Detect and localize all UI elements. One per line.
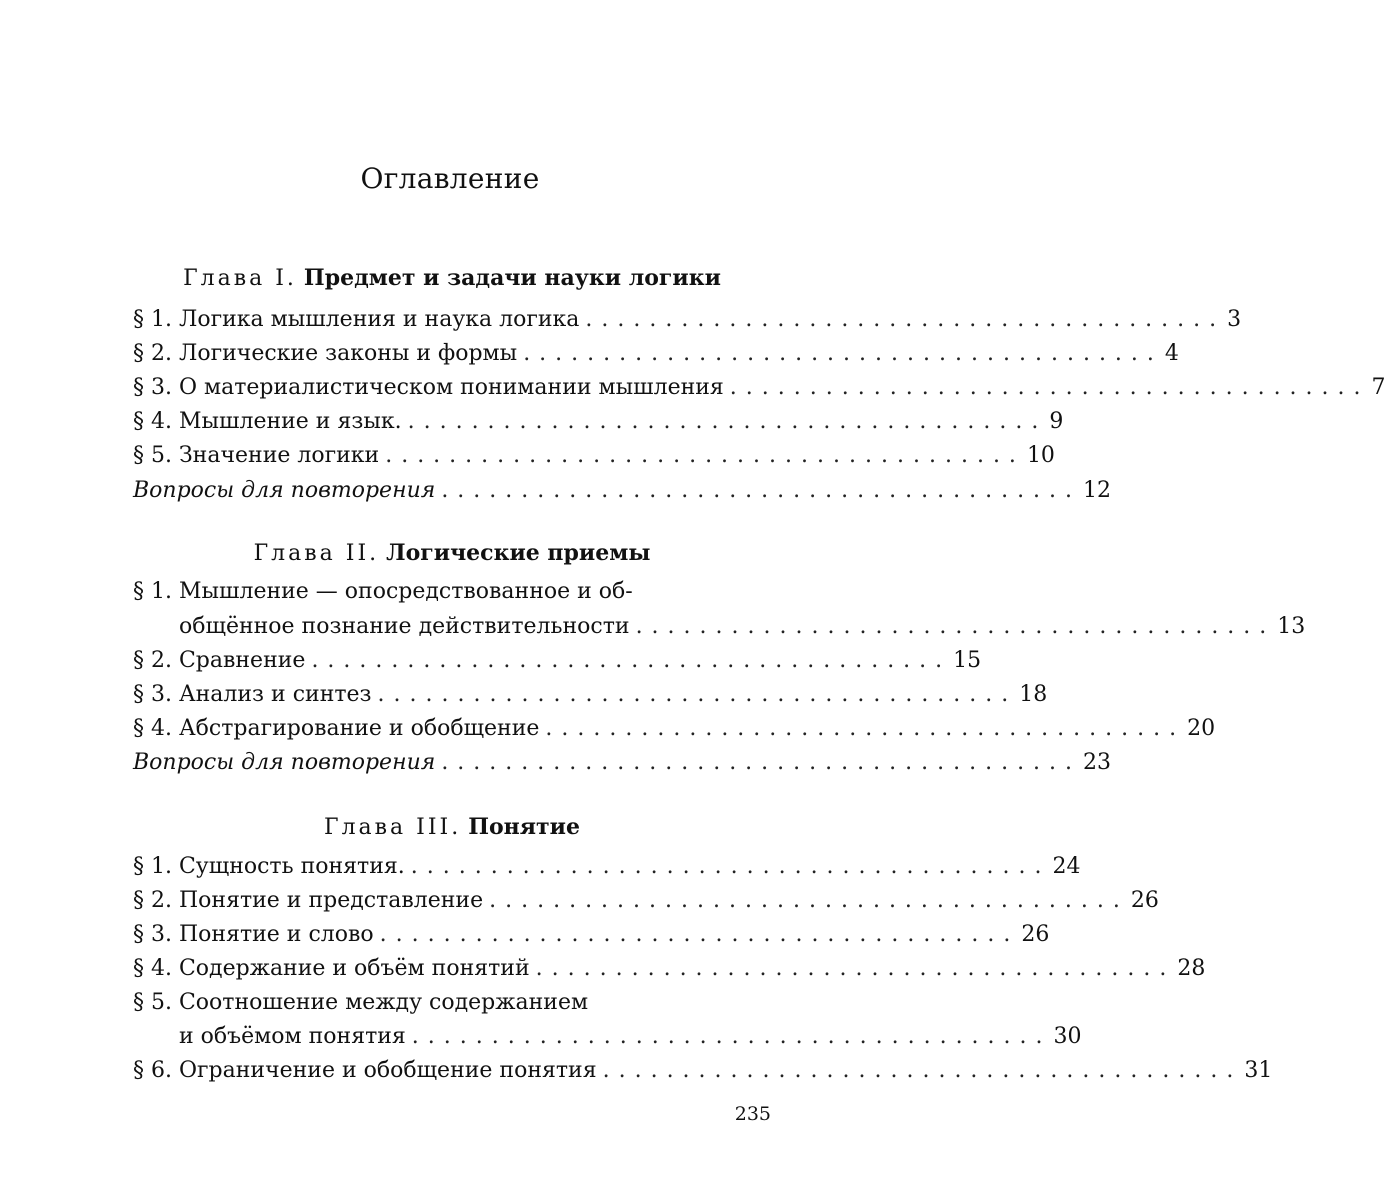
entry-page: 18 [1019,682,1048,707]
toc-entry[interactable] [133,373,1386,403]
entry-page: 7 [1371,375,1386,400]
chapter-heading [133,265,771,291]
entry-label: § 2. Логические законы и формы [133,341,518,366]
chapter-title: Понятие [468,814,580,840]
toc-entry[interactable] [133,886,1159,916]
entry-page: 13 [1277,614,1306,639]
entry-page: 28 [1177,956,1206,981]
entry-page: 30 [1053,1024,1082,1049]
toc-entry[interactable] [133,852,1081,882]
leader-dots: ........................................ [407,409,1048,434]
leader-dots: ........................................ [602,1058,1243,1083]
entry-label: § 3. Анализ и синтез [133,682,372,707]
entry-label: § 2. Понятие и представление [133,888,484,913]
toc-entry[interactable] [133,714,1216,744]
toc-entry-first-line[interactable]: § 5. Соотношение между содержанием [133,990,589,1015]
chapter-title: Предмет и задачи науки логики [303,265,721,291]
leader-dots: ........................................ [410,854,1051,879]
entry-page: 9 [1049,409,1064,434]
leader-dots: ........................................ [441,478,1082,503]
toc-entry[interactable] [133,476,1112,506]
leader-dots: ........................................ [379,922,1020,947]
entry-label: § 4. Абстрагирование и обобщение [133,716,540,741]
entry-label: § 1. Сущность понятия. [133,854,405,879]
leader-dots: ........................................ [545,716,1186,741]
toc-entry[interactable] [133,1056,1273,1086]
entry-page: 24 [1052,854,1081,879]
toc-entry[interactable] [133,441,1055,471]
leader-dots: ........................................ [411,1024,1052,1049]
leader-dots: ........................................ [729,375,1370,400]
entry-label: § 3. Понятие и слово [133,922,374,947]
toc-entry[interactable] [133,339,1179,369]
entry-page: 12 [1083,478,1112,503]
entry-page: 26 [1130,888,1159,913]
toc-entry[interactable] [133,920,1050,950]
leader-dots: ........................................ [585,307,1226,332]
toc-entry[interactable] [133,680,1048,710]
toc-entry[interactable] [133,407,1064,437]
chapter-title: Логические приемы [386,540,651,566]
entry-label: общённое познание действительности [179,614,630,639]
entry-page: 23 [1083,750,1112,775]
entry-label: § 6. Ограничение и обобщение понятия [133,1058,597,1083]
toc-entry[interactable] [179,1022,1082,1052]
entry-label: § 5. Значение логики [133,443,380,468]
entry-page: 10 [1026,443,1055,468]
toc-entry-first-line[interactable]: § 1. Мышление — опосредствованное и об- [133,579,633,604]
entry-page: 20 [1187,716,1216,741]
page-number: 235 [734,1103,771,1125]
leader-dots: ........................................ [385,443,1025,468]
entry-page: 31 [1244,1058,1273,1083]
chapter-heading [133,540,771,566]
entry-page: 3 [1227,307,1242,332]
leader-dots: ........................................ [311,648,952,673]
page-title: Оглавление [360,162,540,195]
chapter-number: Глава I. [183,266,297,291]
toc-entry[interactable] [179,612,1306,642]
entry-label: § 1. Логика мышления и наука логика [133,307,580,332]
chapter-number: Глава III. [324,815,462,840]
leader-dots: ........................................ [441,750,1082,775]
entry-page: 26 [1021,922,1050,947]
leader-dots: ........................................ [635,614,1276,639]
entry-page: 4 [1164,341,1179,366]
entry-page: 15 [953,648,982,673]
toc-entry[interactable] [133,954,1206,984]
toc-entry[interactable] [133,646,982,676]
entry-label: § 2. Сравнение [133,648,306,673]
entry-label: § 4. Мышление и язык. [133,409,402,434]
entry-label: Вопросы для повторения [133,478,436,503]
entry-label: § 3. О материалистическом понимании мышления [133,375,724,400]
toc-entry[interactable] [133,305,1242,335]
toc-entry[interactable] [133,748,1112,778]
entry-label: Вопросы для повторения [133,750,436,775]
chapter-heading [133,814,771,840]
entry-label: § 4. Содержание и объём понятий [133,956,530,981]
chapter-number: Глава II. [253,541,380,566]
leader-dots: ........................................ [523,341,1163,366]
leader-dots: ........................................ [377,682,1018,707]
leader-dots: ........................................ [489,888,1129,913]
entry-label: и объёмом понятия [179,1024,406,1049]
leader-dots: ........................................ [535,956,1176,981]
